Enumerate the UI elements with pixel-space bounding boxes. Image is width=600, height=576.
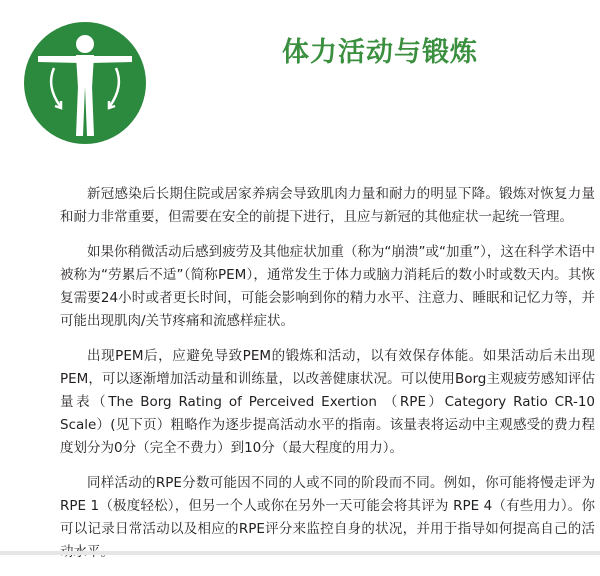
- paragraph-intro: 新冠感染后长期住院或居家养病会导致肌肉力量和耐力的明显下降。锻炼对恢复力量和耐力非常重要，但需要在安全的前提下进行，且应与新冠的其他症状一起统一管理。: [60, 186, 595, 225]
- paragraph-pem: 如果你稍微活动后感到疲劳及其他症状加重（称为“崩溃”或“加重”），这在科学术语中被称为“劳累后不适”（简称PEM），通常发生于体力或脑力消耗后的数小时或数天内。其恢复需要24小时或者更长时间，可能会影响到你的精力水平、注意力、睡眠和记忆力等，并可能出现肌肉/关节疼痛和流感样症状。: [60, 244, 595, 329]
- person-with-arms-raised-icon: [24, 22, 146, 144]
- page-header: [0, 0, 600, 150]
- page-title: 体力活动与锻炼: [282, 37, 478, 68]
- body-text: [60, 183, 595, 576]
- paragraph-rpe-examples: 同样活动的RPE分数可能因不同的人或不同的阶段而不同。例如，你可能将慢走评为RPE 1（极度轻松），但另一个人或你在另外一天可能会将其评为 RPE 4（有些用力）。你可以记录日常活动以及相应的RPE评分来监控自身的状况，并用于指导如何提高自己的活: [60, 475, 595, 537]
- bottom-divider: [0, 551, 600, 555]
- exercise-logo: [24, 22, 146, 144]
- paragraph-borg-scale: 出现PEM后，应避免导致PEM的锻炼和活动，以有效保存体能。如果活动后未出现PEM，可以逐渐增加活动量和训练量，以改善健康状况。可以使用Borg主观疲劳感知评估量表（The Borg Rating of Perceived Exertion （RPE）Category Ratio CR-10 Scale）(见下页）粗略作为逐步提高活动水平的指南。该量表将运动中主观感受的费力程度划分为0分（完全不费力）到10分（最大程度的用力）。: [60, 348, 595, 456]
